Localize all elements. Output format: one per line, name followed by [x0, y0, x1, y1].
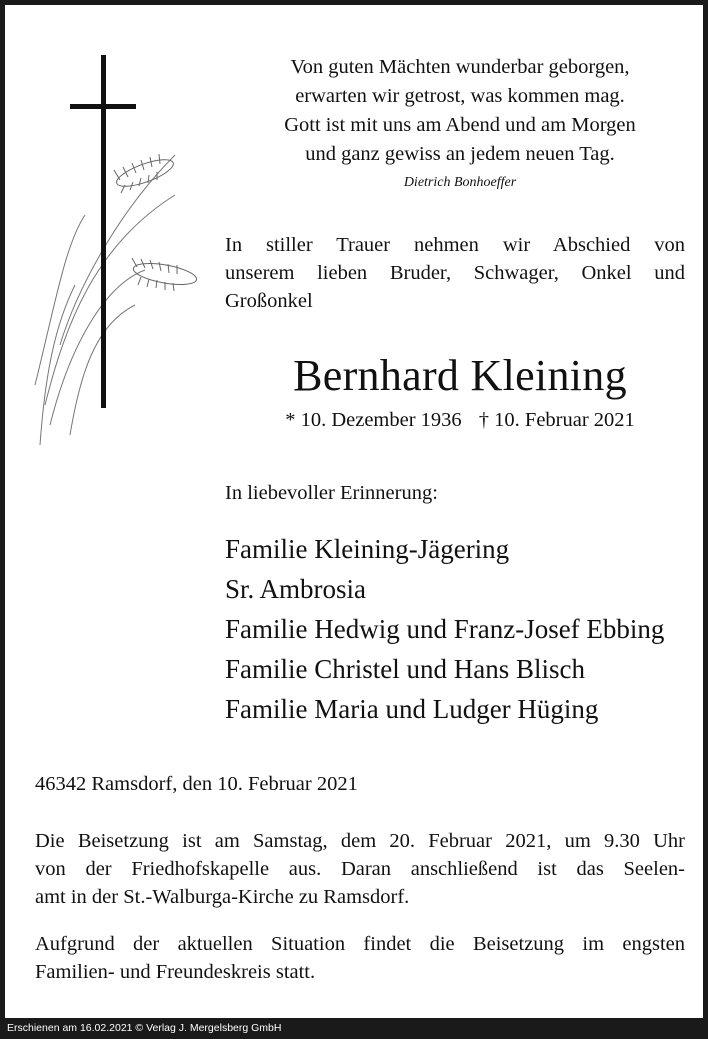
deceased-name: Bernhard Kleining	[293, 351, 627, 400]
intro-line: Großonkel	[225, 290, 313, 312]
death-date: † 10. Februar 2021	[478, 409, 635, 431]
obituary-card	[5, 5, 703, 1018]
cross-icon	[70, 55, 136, 408]
funeral-info	[35, 827, 685, 911]
place-date: 46342 Ramsdorf, den 10. Februar 2021	[35, 773, 358, 795]
notice-line: Familien- und Freundeskreis statt.	[35, 961, 316, 983]
mourner-item: Familie Hedwig und Franz-Josef Ebbing	[225, 614, 665, 644]
poem-author: Dietrich Bonhoeffer	[403, 175, 517, 190]
funeral-line: von der Friedhofskapelle aus. Daran anschließend ist das Seelen-	[35, 858, 685, 880]
birth-date: * 10. Dezember 1936	[285, 409, 462, 431]
poem-line: und ganz gewiss an jedem neuen Tag.	[305, 143, 615, 165]
mourner-item: Familie Maria und Ludger Hüging	[225, 694, 599, 724]
mourner-item: Familie Kleining-Jägering	[225, 534, 510, 564]
funeral-line: amt in der St.-Walburga-Kirche zu Ramsdorf.	[35, 886, 410, 908]
intro-text	[225, 231, 685, 315]
poem-line: Gott ist mit uns am Abend und am Morgen	[284, 114, 636, 136]
notice-info	[35, 930, 685, 986]
mourner-item: Familie Christel und Hans Blisch	[225, 654, 585, 684]
wheat-icon	[35, 154, 198, 445]
life-dates	[225, 409, 695, 432]
cross-wheat-illustration	[25, 45, 215, 445]
poem	[225, 53, 695, 169]
memory-label: In liebevoller Erinnerung:	[225, 482, 438, 504]
poem-line: erwarten wir getrost, was kommen mag.	[295, 85, 625, 107]
funeral-line: Die Beisetzung ist am Samstag, dem 20. Februar 2021, um 9.30 Uhr	[35, 830, 685, 852]
notice-line: Aufgrund der aktuellen Situation findet die Beisetzung im engsten	[35, 933, 685, 955]
poem-line: Von guten Mächten wunderbar geborgen,	[290, 56, 630, 78]
intro-line: unserem lieben Bruder, Schwager, Onkel und	[225, 262, 685, 284]
mourner-item: Sr. Ambrosia	[225, 574, 367, 604]
intro-line: In stiller Trauer nehmen wir Abschied von	[225, 234, 685, 256]
mourners-list	[225, 529, 664, 729]
publication-footer: Erschienen am 16.02.2021 © Verlag J. Mergelsberg GmbH	[7, 1022, 282, 1034]
